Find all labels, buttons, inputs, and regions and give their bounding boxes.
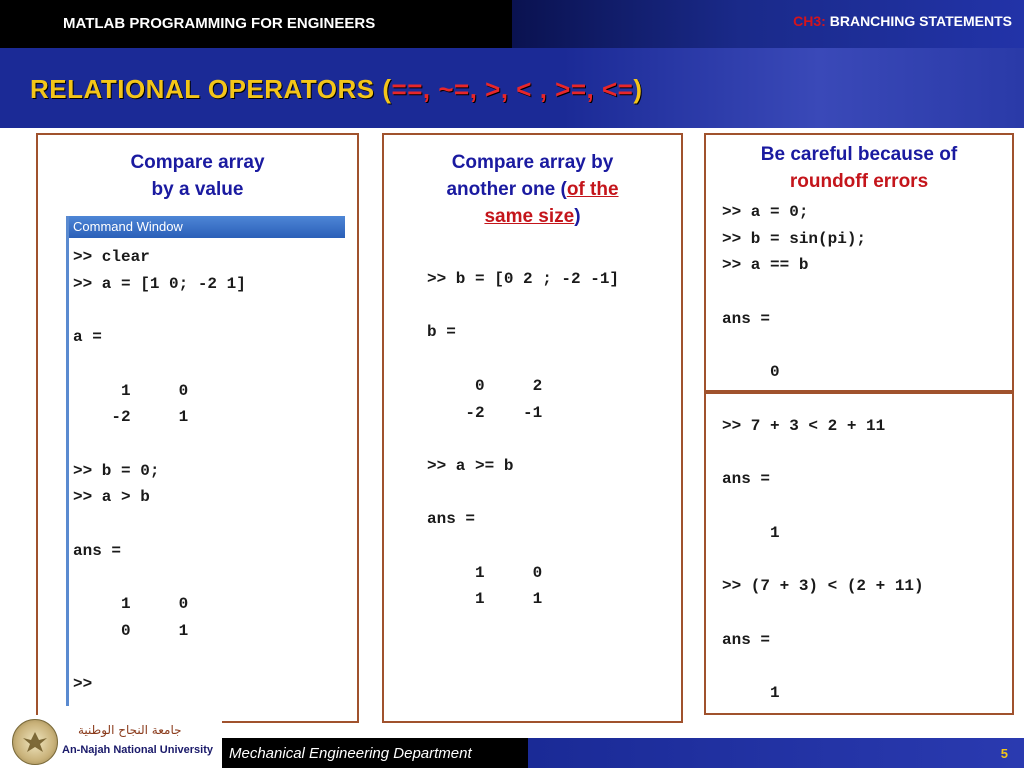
panel-compare-array-by-array xyxy=(382,133,683,723)
panel3-heading-line2: roundoff errors xyxy=(789,171,929,192)
panel-compare-array-by-value xyxy=(36,133,359,723)
title-band xyxy=(0,48,1024,128)
page-number-bar xyxy=(528,738,1024,768)
panel3-code: >> a = 0; >> b = sin(pi); >> a == b ans = 0 xyxy=(722,203,867,382)
page-number: 5 xyxy=(1000,746,1008,761)
panel1-code: >> clear >> a = [1 0; -2 1] a = 1 0 -2 1 >> b = 0; >> a > b ans = 1 0 0 1 >> xyxy=(73,248,246,694)
panel3-heading-line1: Be careful because of xyxy=(760,144,958,165)
panel2-heading-close: ) xyxy=(574,206,581,227)
panel2-heading-emphasis-2: same size xyxy=(484,206,575,227)
panel3-heading xyxy=(706,141,1012,195)
panel2-heading xyxy=(384,149,681,230)
panel1-heading xyxy=(38,149,357,203)
panel-roundoff-warning xyxy=(704,133,1014,392)
chapter-header xyxy=(512,0,1024,48)
panel1-heading-line2: by a value xyxy=(151,179,244,200)
chapter-title: BRANCHING STATEMENTS xyxy=(825,13,1012,29)
panel1-heading-line1: Compare array xyxy=(130,152,265,173)
panel2-heading-emphasis: of the xyxy=(566,179,619,200)
panel2-heading-line1: Compare array by xyxy=(451,152,614,173)
university-logo-area xyxy=(0,715,222,768)
command-window xyxy=(66,216,345,706)
slide-title xyxy=(30,74,643,105)
department-bar xyxy=(222,738,528,768)
panel4-code: >> 7 + 3 < 2 + 11 ans = 1 >> (7 + 3) < (2 + 11) ans = 1 xyxy=(722,417,924,703)
chapter-number: CH3: xyxy=(793,13,826,29)
panel-operator-precedence xyxy=(704,392,1014,715)
command-window-title: Command Window xyxy=(69,216,345,238)
panel2-code: >> b = [0 2 ; -2 -1] b = 0 2 -2 -1 >> a >= b ans = 1 0 1 1 xyxy=(427,270,620,609)
university-name-arabic: جامعة النجاح الوطنية xyxy=(78,723,182,737)
course-title: MATLAB PROGRAMMING FOR ENGINEERS xyxy=(63,15,376,32)
panel2-heading-line2 xyxy=(384,176,681,203)
course-header xyxy=(0,0,512,48)
slide-title-prefix: RELATIONAL OPERATORS ( xyxy=(30,74,392,104)
university-name-english: An-Najah National University xyxy=(62,744,213,756)
slide-title-suffix: ) xyxy=(633,74,643,104)
university-seal-icon xyxy=(12,719,58,765)
panel2-heading-text: another one ( xyxy=(446,179,567,200)
slide-title-operators: ==, ~=, >, < , >=, <= xyxy=(391,74,634,104)
panel2-heading-line3 xyxy=(384,203,681,230)
department-name: Mechanical Engineering Department xyxy=(229,745,472,762)
